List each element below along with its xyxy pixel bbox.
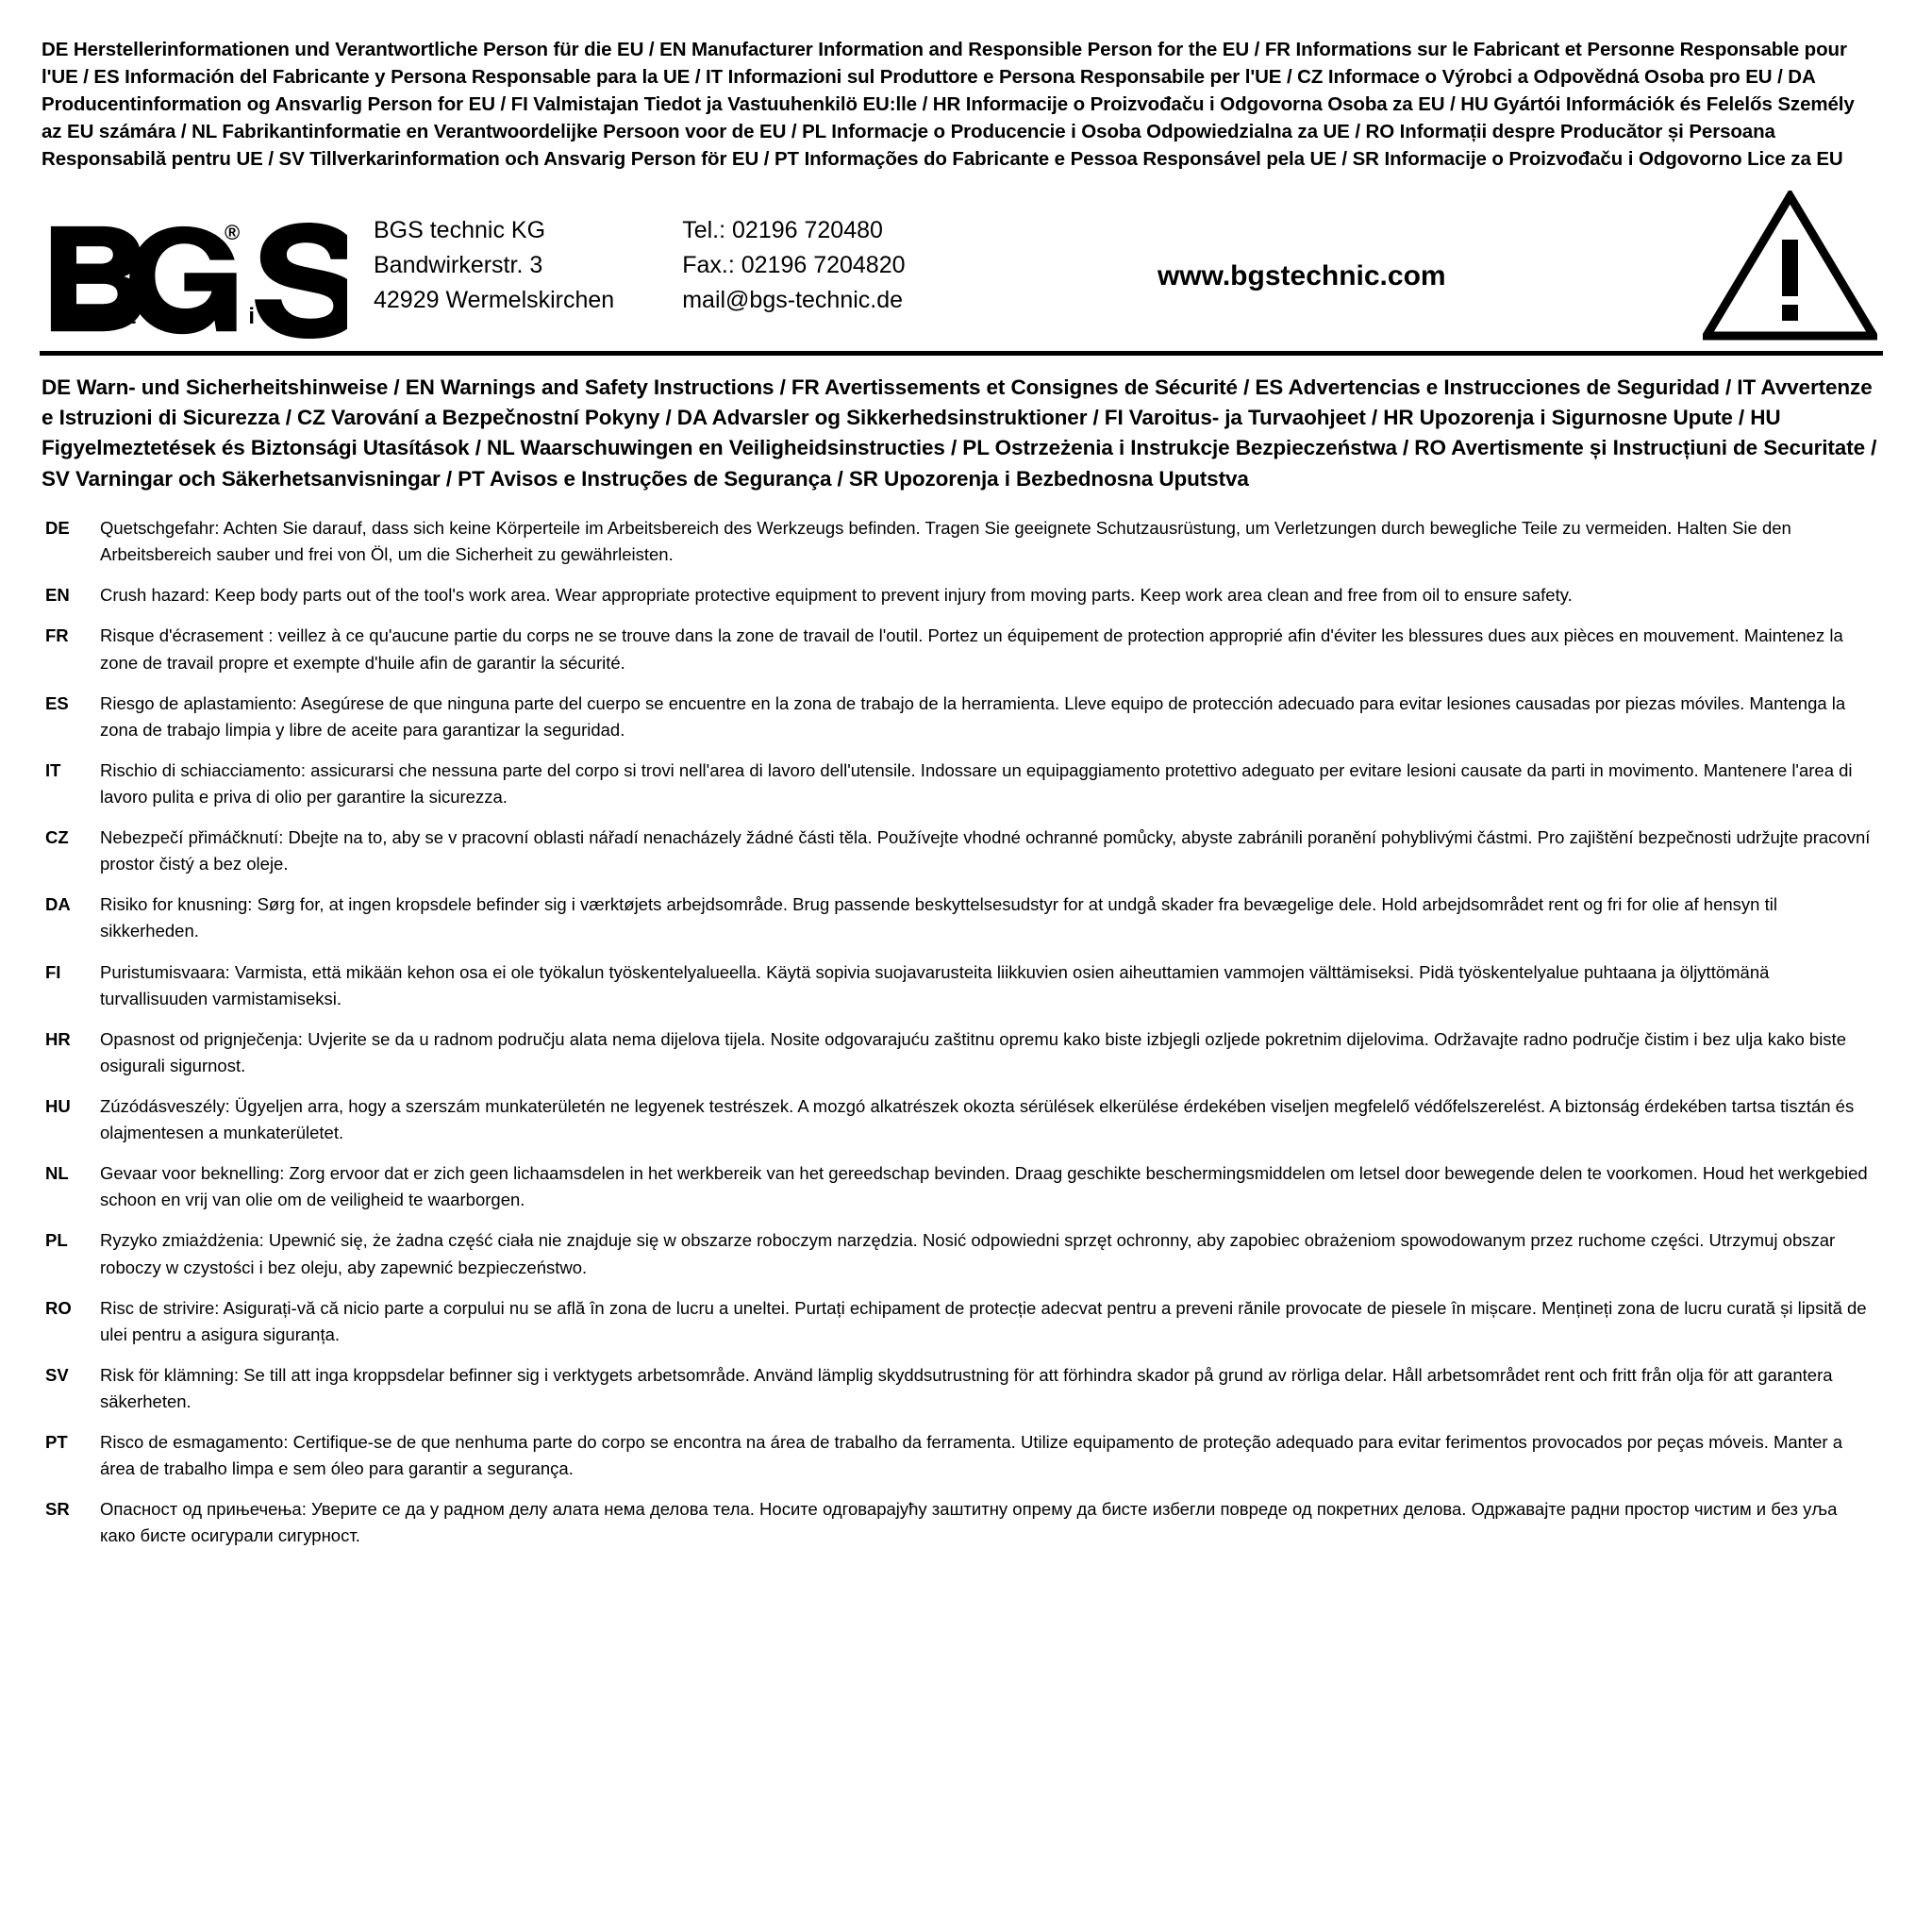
list-item [42,691,1881,743]
company-website[interactable]: www.bgstechnic.com [1157,259,1446,291]
language-code: PT [45,1432,68,1453]
warning-text: Riesgo de aplastamiento: Asegúrese de que ninguna parte del cuerpo se encuentre en la zona de trabajo de la herramienta. Lleve equipo de protección adecuado para evitar lesiones causadas por piezas móviles. Mantenga la zona de trabajo limpia y libre de aceite para garantizar la seguridad. [100,692,1846,740]
language-code: PL [45,1230,68,1251]
language-code: NL [45,1163,69,1184]
logo-registered-mark: ® [225,220,241,244]
list-item [42,1227,1881,1280]
warning-text: Risque d'écrasement : veillez à ce qu'aucune partie du corps ne se trouve dans la zone de travail de l'outil. Portez un équipement de protection approprié afin d'éviter les blessures dues aux pièces en mouvement. Maintenez la zone de travail propre et exempte d'huile afin de garantir la sécurité. [100,625,1843,673]
list-item [42,959,1881,1012]
language-code: FI [45,961,61,982]
company-fax: Fax.: 02196 7204820 [682,252,906,279]
language-code: EN [45,585,70,606]
warning-text: Opasnost od prignječenja: Uvjerite se da u radnom području alata nema dijelova tijela. Nosite odgovarajuću zaštitnu opremu kako biste izbjegli ozljede pokretnim dijelovima. Održavajte radno područje čistim i bez ulja kako biste osigurali sigurnost. [100,1028,1846,1075]
language-code: DE [45,518,70,539]
list-item [42,1362,1881,1415]
logo-subtext: t e c h n i c [128,303,283,329]
warning-text: Quetschgefahr: Achten Sie darauf, dass sich keine Körperteile im Arbeitsbereich des Werkzeugs befinden. Tragen Sie geeignete Schutzausrüstung, um Verletzungen durch bewegliche Teile zu vermeiden. Halten Sie den Arbeitsbereich sauber und frei von Öl, um die Sicherheit zu gewährleisten. [100,518,1791,565]
warning-text: Crush hazard: Keep body parts out of the tool's work area. Wear appropriate protective equipment to prevent injury from moving parts. Keep work area clean and free from oil to ensure safety. [100,585,1573,606]
warning-text: Gevaar voor beknelling: Zorg ervoor dat er zich geen lichaamsdelen in het werkbereik van het gereedschap bevinden. Draag geschikte beschermingsmiddelen om letsel door bewegende delen te voorkomen. Houd het werkgebied schoon en vrij van olie om de veiligheid te waarborgen. [100,1163,1868,1210]
list-item [42,1496,1881,1549]
language-code: DA [45,894,71,915]
warning-text: Puristumisvaara: Varmista, että mikään kehon osa ei ole työkalun työskentelyalueella. Käytä sopivia suojavarusteita liikkuvien osien aiheuttamien vammojen välttämiseksi. Pidä työskentelyalue puhtaana ja öljyttömänä turvallisuuden varmistamiseksi. [100,961,1770,1008]
language-code: SR [45,1499,70,1520]
warning-text: Rischio di schiacciamento: assicurarsi che nessuna parte del corpo si trovi nell'area di lavoro dell'utensile. Indossare un equipaggiamento protettivo adeguato per evitare lesioni causate da parti in movimento. Mantenere l'area di lavoro pulita e priva di olio per garantire la sicurezza. [100,759,1853,807]
list-item [42,824,1881,877]
company-contact [682,213,905,318]
company-street: Bandwirkerstr. 3 [374,252,543,279]
manufacturer-info-heading: DE Herstellerinformationen und Verantwortliche Person für die EU / EN Manufacturer Information and Responsible Person for the EU / FR Informations sur le Fabricant et Personne Responsable pour l'UE / ES Información del Fabricante y Persona Responsable para la UE / IT Informazioni sul Produttore e Persona Responsabile per l'UE / CZ Informace o Výrobci a Odpovědná Osoba pro EU / DA Producentinformation og Ansvarlig Person for EU / FI Valmistajan Tiedot ja Vastuuhenkilö EU:lle / HR Informacije o Proizvođaču i Odgovorna Osoba za EU / HU Gyártói Információk és Felelős Személy az EU számára / NL Fabrikantinformatie en Verantwoordelijke Persoon voor de EU / PL Informacje o Producencie i Osoba Odpowiedzialna za UE / RO Informații despre Producător și Persoana Responsabilă pentru UE / SV Tillverkarinformation och Ansvarig Person för EU / PT Informações do Fabricante e Pessoa Responsável pela UE / SR Informacije o Proizvođaču i Odgovorno Lice za EU [42,39,1855,171]
warning-list [42,515,1881,1549]
list-item [42,758,1881,810]
language-code: HR [45,1028,71,1049]
list-item [42,1295,1881,1348]
warning-text: Опасност од прињечења: Уверите се да у радном делу алата нема делова тела. Носите одговарајућу заштитну опрему да бисте избегли повреде од покретних делова. Одржавајте радни простор чистим и без уља како бисте осигурали сигурност. [100,1499,1838,1546]
list-item [42,623,1881,675]
list-item [42,891,1881,944]
company-info-band [40,183,1883,356]
company-email[interactable]: mail@bgs-technic.de [682,287,904,314]
list-item [42,1429,1881,1482]
language-code: HU [45,1095,71,1116]
warning-triangle-icon [1689,191,1883,341]
company-city: 42929 Wermelskirchen [374,287,615,314]
company-address [374,213,614,318]
safety-section-heading: DE Warn- und Sicherheitshinweise / EN Warnings and Safety Instructions / FR Avertissements et Consignes de Sécurité / ES Advertencias e Instrucciones de Seguridad / IT Avvertenze e Istruzioni di Sicurezza / CZ Varování a Bezpečnostní Pokyny / DA Advarsler og Sikkerhedsinstruktioner / FI Varoitus- ja Turvaohjeet / HR Upozorenja i Sigurnosne Upute / HU Figyelmeztetések és Biztonsági Utasítások / NL Waarschuwingen en Veiligheidsinstructies / PL Ostrzeżenia i Instrukcje Bezpieczeństwa / RO Avertismente și Instrucțiuni de Securitate / SV Varningar och Säkerhetsanvisningar / PT Avisos e Instruções de Segurança / SR Upozorenja i Bezbednosna Uputstva [42,375,1877,491]
warning-text: Zúzódásveszély: Ügyeljen arra, hogy a szerszám munkaterületén ne legyenek testrészek. A mozgó alkatrészek okozta sérülések elkerülése érdekében viseljen megfelelő védőfelszerelést. A biztonság érdekében tartsa tisztán és olajmentesen a munkaterületet. [100,1095,1855,1143]
bgs-logo [40,220,357,329]
list-item [42,1093,1881,1146]
list-item [42,582,1881,608]
list-item [42,1160,1881,1213]
language-code: ES [45,692,69,713]
warning-text: Nebezpečí přimáčknutí: Dbejte na to, aby se v pracovní oblasti nářadí nenacházely žádné části těla. Používejte vhodné ochranné pomůcky, abyste zabránili poranění pohyblivými částmi. Pro zajištění bezpečnosti udržujte pracovní prostor čistý a bez oleje. [100,827,1871,874]
language-code: FR [45,625,69,646]
list-item [42,1026,1881,1079]
language-code: IT [45,759,61,780]
warning-text: Risc de strivire: Asigurați-vă că nicio parte a corpului nu se află în zona de lucru a uneltei. Purtați echipament de protecție adecvat pentru a preveni rănile provocate de piesele în mișcare. Mențineți zona de lucru curată și lipsită de ulei pentru a asigura siguranța. [100,1297,1867,1344]
company-tel: Tel.: 02196 720480 [682,217,883,244]
list-item [42,515,1881,568]
language-code: SV [45,1364,69,1385]
warning-text: Risiko for knusning: Sørg for, at ingen kropsdele befinder sig i værktøjets arbejdsområde. Brug passende beskyttelsesudstyr for at undgå skader fra bevægelige dele. Hold arbejdsområdet rent og fri for olie af hensyn til sikkerheden. [100,894,1777,941]
warning-text: Ryzyko zmiażdżenia: Upewnić się, że żadna część ciała nie znajduje się w obszarze roboczym narzędzia. Nosić odpowiedni sprzęt ochronny, aby zapobiec obrażeniom spowodowanym przez ruchome części. Utrzymuj obszar roboczy w czystości i bez oleju, aby zapewnić bezpieczeństwo. [100,1230,1836,1277]
warning-text: Risco de esmagamento: Certifique-se de que nenhuma parte do corpo se encontra na área de trabalho da ferramenta. Utilize equipamento de proteção adequado para evitar ferimentos provocados por peças móveis. Manter a área de trabalho limpa e sem óleo para garantir a segurança. [100,1432,1842,1479]
warning-text: Risk för klämning: Se till att inga kroppsdelar befinner sig i verktygets arbetsområde. Använd lämplig skyddsutrustning för att förhindra skador på grund av rörliga delar. Håll arbetsområdet rent och fritt från olja för att garantera säkerheten. [100,1364,1833,1411]
language-code: RO [45,1297,72,1318]
language-code: CZ [45,827,69,848]
company-name: BGS technic KG [374,217,546,244]
